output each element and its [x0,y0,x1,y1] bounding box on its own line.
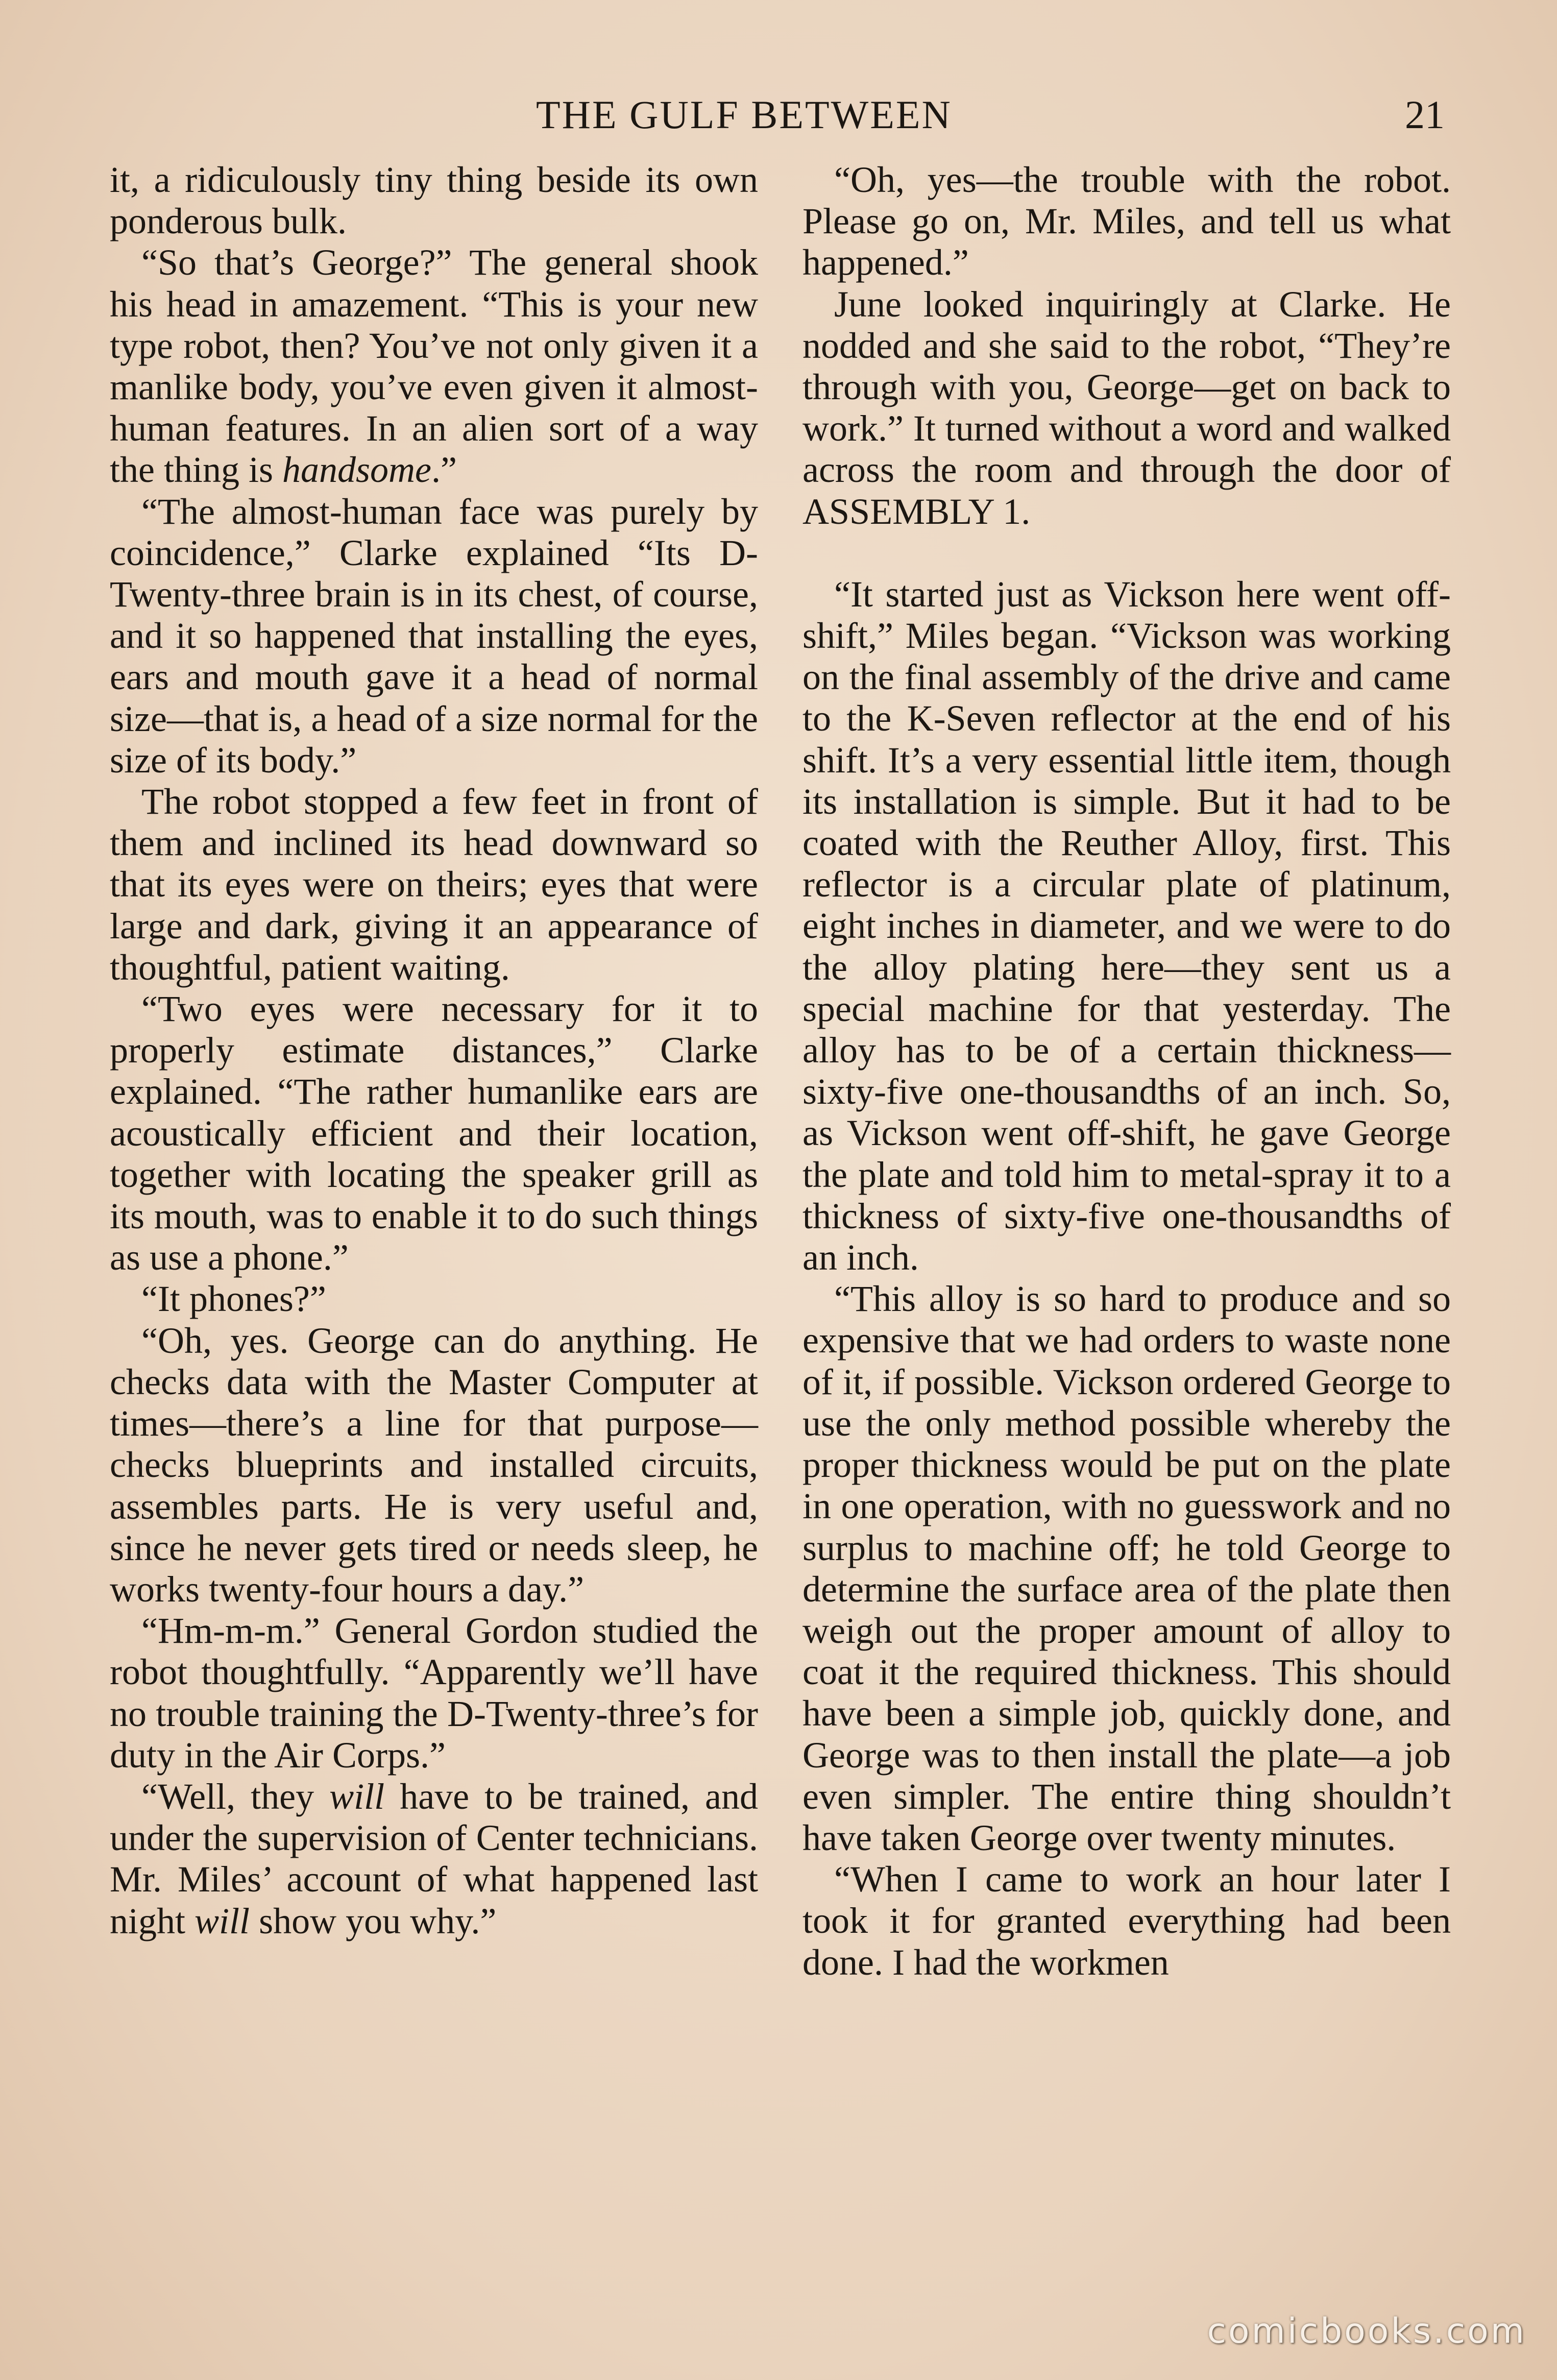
paragraph: “Well, they will have to be trained, and under the supervision of Center technicians. Mr. Miles’ account of what happened last night will show you why.” [110,1776,759,1941]
running-title: THE GULF BETWEEN [536,92,952,137]
paragraph: “It started just as Vickson here went off-shift,” Miles began. “Vickson was working on the final assembly of the drive and came to the K-Seven reflector at the end of his shift. It’s a very essential little item, though its installation is simple. But it had to be coated with the Reuther Alloy, first. This reflector is a circular plate of platinum, eight inches in diameter, and we were to do the alloy plating here—they sent us a special machine for that yesterday. The alloy has to be of a certain thickness—sixty-five one-thousandths of an inch. So, as Vickson went off-shift, he gave George the plate and told him to metal-spray it to a thickness of sixty-five one-thousandths of an inch. [802,573,1451,1278]
page-header [0,84,1557,145]
paragraph: “Two eyes were necessary for it to properly estimate distances,” Clarke explained. “The rather humanlike ears are acoustically efficient and their location, together with locating the speaker grill as its mouth, was to enable it to do such things as use a phone.” [110,988,758,1278]
paragraph: “It phones?” [141,1278,326,1320]
paragraph: “The almost-human face was purely by coincidence,” Clarke explained “Its D-Twenty-three brain is in its chest, of course, and it so happened that installing the eyes, ears and mouth gave it a head of normal size—that is, a head of a size normal for the size of its body.” [110,491,758,781]
paragraph: “So that’s George?” The general shook his head in amazement. “This is your new type robot, then? You’ve not only given it a manlike body, you’ve even given it almost-human features. In an alien sort of a way the thing is handsome.” [110,242,758,491]
paragraph: it, a ridiculously tiny thing beside its own ponderous bulk. [110,159,758,242]
paragraph: “When I came to work an hour later I took it for granted everything had been done. I had the workmen [802,1859,1451,1983]
paragraph: “Hm-m-m.” General Gordon studied the robot thoughtfully. “Apparently we’ll have no trouble training the D-Twenty-three’s for duty in the Air Corps.” [110,1610,758,1776]
right-column [802,159,1451,1983]
left-column [110,159,758,1942]
paragraph: June looked inquiringly at Clarke. He nodded and she said to the robot, “They’re through with you, George—get on back to work.” It turned without a word and walked across the room and through the door of ASSEMBLY 1. [802,283,1451,532]
paragraph: “This alloy is so hard to produce and so expensive that we had orders to waste none of it, if possible. Vickson ordered George to use the only method possible whereby the proper thickness would be put on the plate in one operation, with no guesswork and no surplus to machine off; he told George to determine the surface area of the plate then weigh out the proper amount of alloy to coat it the required thickness. This should have been a simple job, quickly done, and George was to then install the plate—a job even simpler. The entire thing shouldn’t have taken George over twenty minutes. [802,1278,1451,1858]
paragraph: The robot stopped a few feet in front of them and inclined its head downward so that its eyes were on theirs; eyes that were large and dark, giving it an appearance of thoughtful, patient waiting. [110,781,758,988]
watermark-logo: comicbooks.com [1207,2311,1526,2351]
paragraph: “Oh, yes. George can do anything. He checks data with the Master Computer at times—there’s a line for that purpose—checks blueprints and installed circuits, assembles parts. He is very useful and, since he never gets tired or needs sleep, he works twenty-four hours a day.” [110,1320,758,1610]
page-number: 21 [1405,92,1445,137]
paragraph: “Oh, yes—the trouble with the robot. Please go on, Mr. Miles, and tell us what happened.” [802,159,1451,283]
